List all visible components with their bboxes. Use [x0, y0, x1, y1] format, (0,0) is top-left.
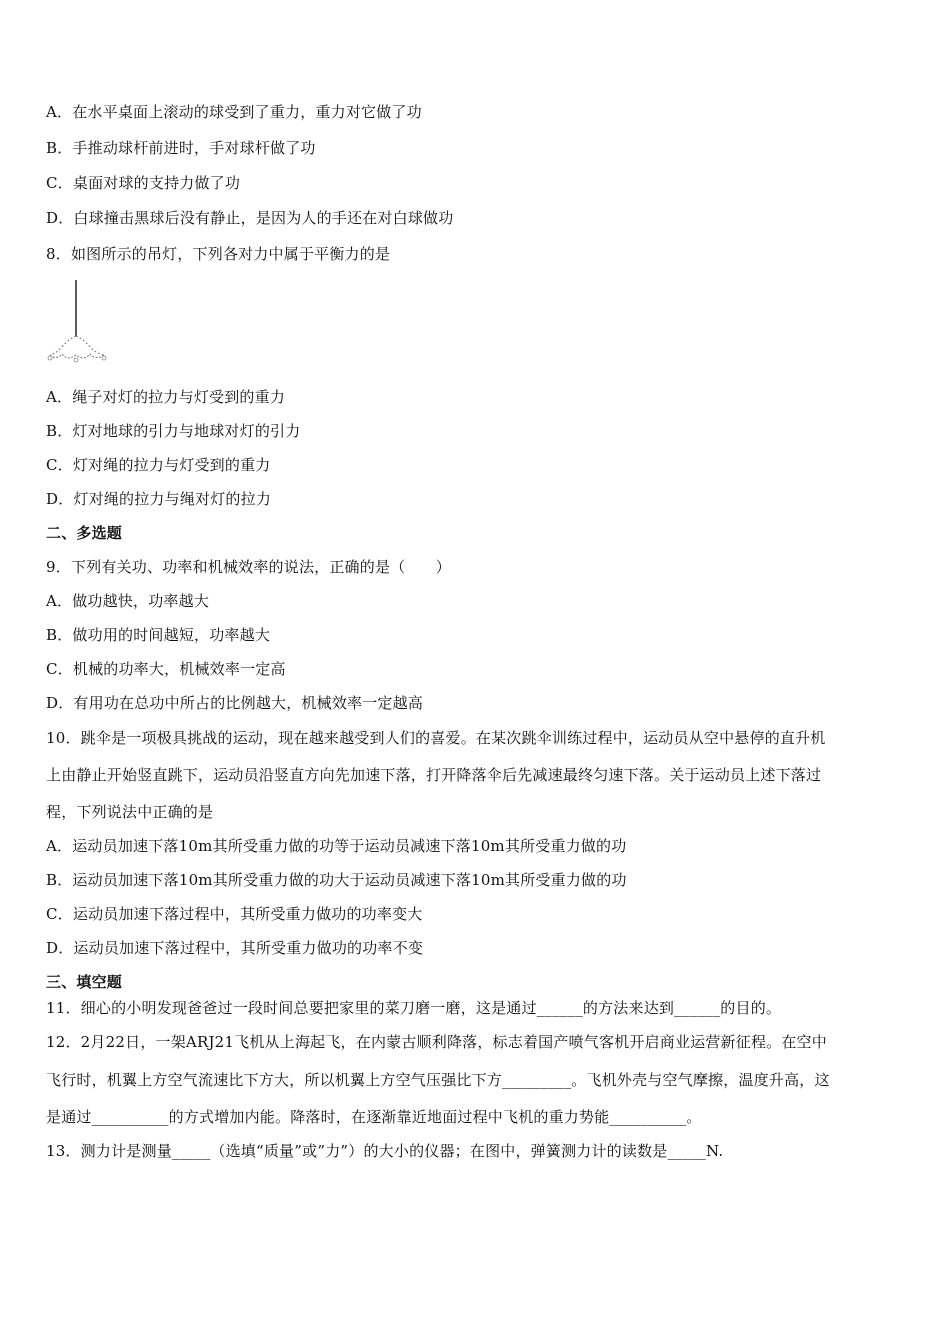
lamp-shade	[50, 354, 104, 358]
q9-stem: 9．下列有关功、功率和机械效率的说法，正确的是（ ）	[46, 558, 451, 576]
q10-stem-line: 10．跳伞是一项极具挑战的运动，现在越来越受到人们的喜爱。在某次跳伞训练过程中，运动员从空中悬停的直升机	[46, 729, 826, 747]
lamp-arms	[50, 336, 104, 355]
q7-option-c: C．桌面对球的支持力做了功	[46, 174, 241, 192]
q10-stem-line: 上由静止开始竖直跳下，运动员沿竖直方向先加速下落，打开降落伞后先减速最终匀速下落。关于运动员上述下落过	[46, 766, 822, 784]
q9-option-a: A．做功越快，功率越大	[46, 592, 210, 610]
q10-stem-line: 程，下列说法中正确的是	[46, 803, 214, 821]
q8-option-c: C．灯对绳的拉力与灯受到的重力	[46, 456, 271, 474]
q8-option-a: A．绳子对灯的拉力与灯受到的重力	[46, 388, 286, 406]
q12-line: 飞行时，机翼上方空气流速比下方大，所以机翼上方空气压强比下方_________。飞机外壳与空气摩擦，温度升高，这	[46, 1071, 830, 1089]
q12-line: 是通过__________的方式增加内能。降落时，在逐渐靠近地面过程中飞机的重力势能__________。	[46, 1108, 702, 1126]
lamp-bulb	[48, 356, 52, 360]
q10-option-d: D．运动员加速下落过程中，其所受重力做功的功率不变	[46, 939, 424, 957]
q11-text: 11．细心的小明发现爸爸过一段时间总要把家里的菜刀磨一磨，这是通过______的方法来达到______的目的。	[46, 999, 782, 1017]
lamp-bulb	[102, 356, 106, 360]
section-heading-multiple-choice: 二、多选题	[46, 524, 123, 542]
lamp-bulb	[74, 358, 78, 362]
q13-text: 13．测力计是测量_____（选填“质量”或”力”）的大小的仪器；在图中，弹簧测力计的读数是_____N.	[46, 1142, 724, 1160]
q9-option-b: B．做功用的时间越短，功率越大	[46, 626, 271, 644]
q9-option-c: C．机械的功率大，机械效率一定高	[46, 660, 286, 678]
q10-option-b: B．运动员加速下落10m其所受重力做的功大于运动员减速下落10m其所受重力做的功	[46, 871, 627, 889]
q7-option-b: B．手推动球杆前进时，手对球杆做了功	[46, 139, 316, 157]
chandelier-figure	[44, 278, 114, 374]
section-heading-fill-in: 三、填空题	[46, 973, 123, 991]
q12-line: 12．2月22日，一架ARJ21飞机从上海起飞，在内蒙古顺利降落，标志着国产喷气客机开启商业运营新征程。在空中	[46, 1033, 827, 1051]
q8-option-d: D．灯对绳的拉力与绳对灯的拉力	[46, 490, 272, 508]
q10-option-c: C．运动员加速下落过程中，其所受重力做功的功率变大	[46, 905, 423, 923]
q9-option-d: D．有用功在总功中所占的比例越大，机械效率一定越高	[46, 694, 424, 712]
q7-option-d: D．白球撞击黑球后没有静止，是因为人的手还在对白球做功	[46, 209, 454, 227]
q10-option-a: A．运动员加速下落10m其所受重力做的功等于运动员减速下落10m其所受重力做的功	[46, 837, 627, 855]
q7-option-a: A．在水平桌面上滚动的球受到了重力，重力对它做了功	[46, 103, 422, 121]
q8-stem: 8．如图所示的吊灯，下列各对力中属于平衡力的是	[46, 245, 391, 263]
q8-option-b: B．灯对地球的引力与地球对灯的引力	[46, 422, 301, 440]
